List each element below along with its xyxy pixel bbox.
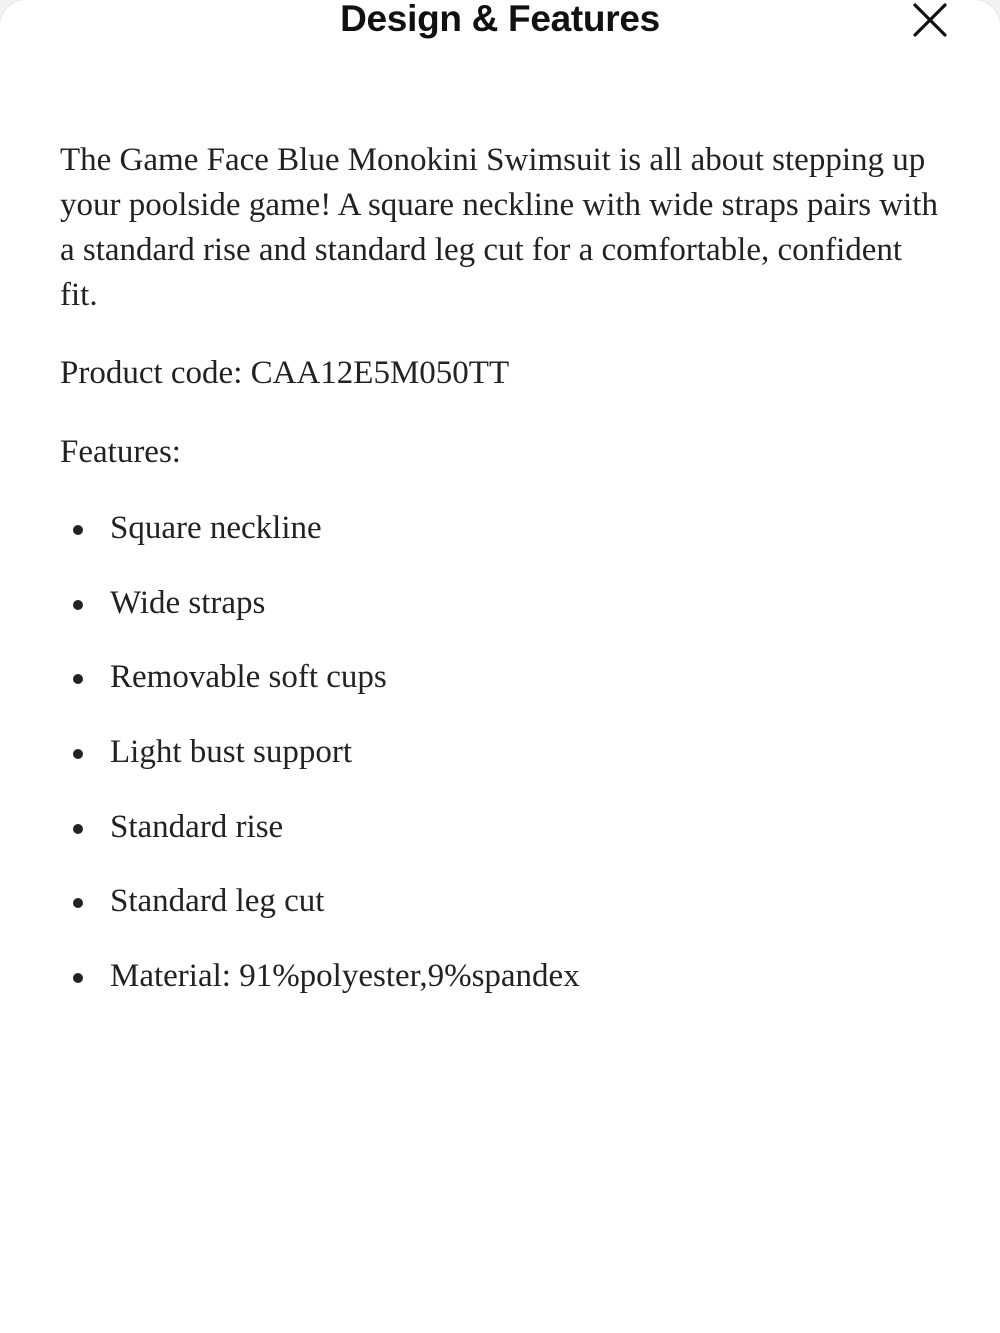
feature-text: Standard rise (110, 808, 284, 845)
feature-text: Standard leg cut (110, 883, 325, 920)
sheet-title: Design & Features (340, 0, 660, 39)
feature-item (60, 581, 940, 656)
feature-item (60, 805, 940, 880)
product-description: The Game Face Blue Monokini Swimsuit is all about stepping up your poolside game! A square neckline with wide straps pairs with a standard rise and standard leg cut for a comfortable, confident fit. (60, 142, 938, 313)
features-heading: Features: (60, 434, 181, 470)
bullet-icon (73, 525, 83, 535)
bullet-icon (73, 973, 83, 983)
close-button[interactable] (905, 0, 955, 40)
bullet-icon (73, 749, 83, 759)
bullet-icon (73, 898, 83, 908)
feature-text: Material: 91%polyester,9%spandex (110, 958, 580, 995)
feature-item (60, 655, 940, 730)
feature-text: Square neckline (110, 510, 322, 546)
feature-item (60, 954, 940, 1029)
features-list (60, 506, 940, 1029)
feature-text: Wide straps (110, 584, 266, 621)
close-icon[interactable] (905, 0, 955, 40)
feature-item (60, 730, 940, 805)
feature-text: Removable soft cups (110, 659, 387, 696)
product-code: Product code: CAA12E5M050TT (60, 355, 510, 391)
sheet-content (60, 138, 940, 1029)
bullet-icon (73, 824, 83, 834)
feature-text: Light bust support (110, 734, 353, 771)
feature-item (60, 506, 940, 581)
sheet-header (0, 0, 1000, 44)
feature-item (60, 879, 940, 954)
bullet-icon (73, 600, 83, 610)
bullet-icon (73, 674, 83, 684)
